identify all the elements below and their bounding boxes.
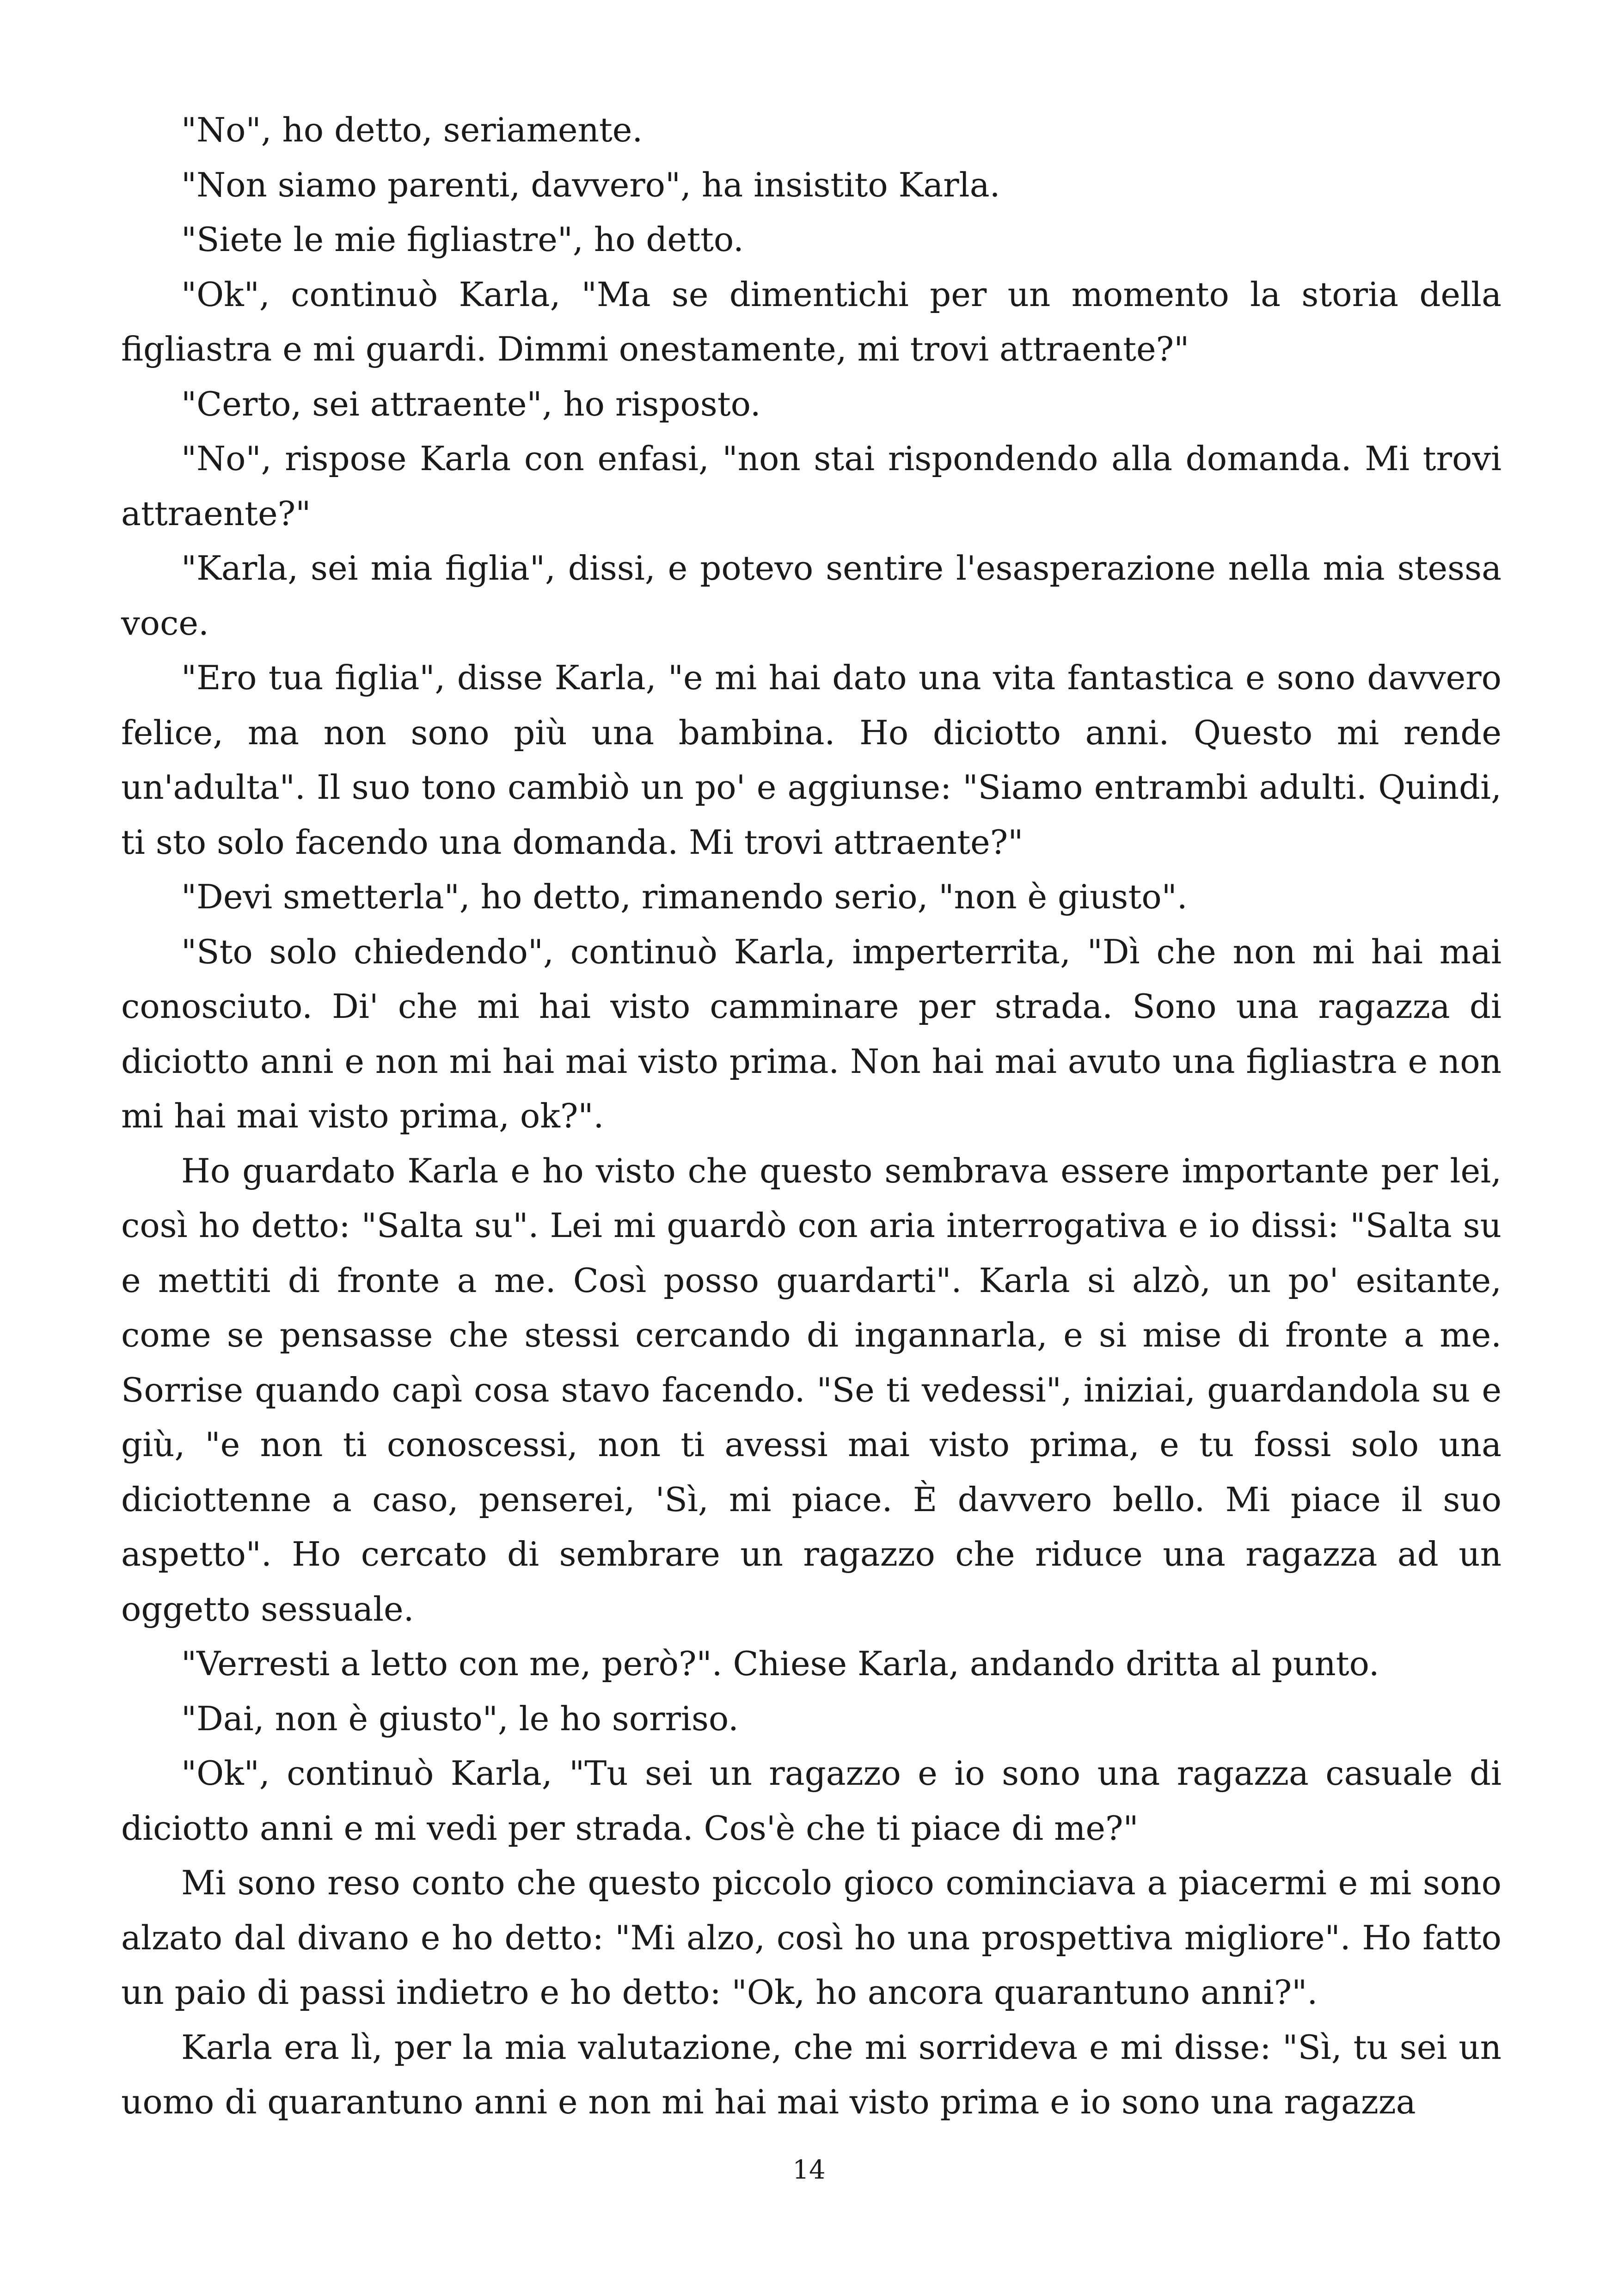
paragraph: Karla era lì, per la mia valutazione, che mi sorrideva e mi disse: "Sì, tu sei un uomo di quarantuno anni e non mi hai mai visto prima e io sono una ragazza [121,2027,1502,2121]
paragraph: "Non siamo parenti, davvero", ha insistito Karla. [181,165,1000,204]
paragraph: "Ok", continuò Karla, "Tu sei un ragazzo e io sono una ragazza casuale di diciotto anni e mi vedi per strada. Cos'è che ti piace di me?" [121,1754,1502,1848]
paragraph: "Ero tua figlia", disse Karla, "e mi hai dato una vita fantastica e sono davvero felice, ma non sono più una bambina. Ho diciotto anni. Questo mi rende un'adulta". Il suo tono cambiò un po' e aggiunse: "Siamo entrambi adulti. Quindi, ti sto solo facendo una domanda. Mi trovi attraente?" [121,658,1502,862]
paragraph: "Karla, sei mia figlia", dissi, e potevo sentire l'esasperazione nella mia stessa voce. [121,549,1502,643]
paragraph: "Certo, sei attraente", ho risposto. [181,384,761,423]
paragraph: "Dai, non è giusto", le ho sorriso. [181,1699,739,1738]
paragraph: "No", rispose Karla con enfasi, "non stai rispondendo alla domanda. Mi trovi attraente?" [121,439,1502,533]
paragraph: "Ok", continuò Karla, "Ma se dimentichi per un momento la storia della figliastra e mi guardi. Dimmi onestamente, mi trovi attraente?" [121,275,1502,368]
paragraph: "Sto solo chiedendo", continuò Karla, imperterrita, "Dì che non mi hai mai conosciuto. Di' che mi hai visto camminare per strada. Sono una ragazza di diciotto anni e non mi hai mai visto prima. Non hai mai avuto una figliastra e non mi hai mai visto prima, ok?". [121,932,1502,1135]
paragraph: "Siete le mie figliastre", ho detto. [181,220,744,259]
page-number: 14 [792,2155,826,2185]
paragraph: Ho guardato Karla e ho visto che questo sembrava essere importante per lei, così ho detto: "Salta su". Lei mi guardò con aria interrogativa e io dissi: "Salta su e mettiti di fronte a me. Così posso guardarti". Karla si alzò, un po' esitante, come se pensasse che stessi cercando di ingannarla, e si mise di fronte a me. Sorrise quando capì cosa stavo facendo. "Se ti vedessi", iniziai, guardandola su e giù, "e non ti conoscessi, non ti avessi mai visto prima, e tu fossi solo una diciottenne a caso, penserei, 'Sì, mi piace. È davvero bello. Mi piace il suo aspetto". Ho cercato di sembrare un ragazzo che riduce una ragazza ad un oggetto sessuale. [121,1151,1502,1629]
body-text [121,103,1502,2130]
paragraph: "Devi smetterla", ho detto, rimanendo serio, "non è giusto". [181,877,1188,916]
paragraph: "Verresti a letto con me, però?". Chiese Karla, andando dritta al punto. [181,1644,1379,1683]
paragraph: "No", ho detto, seriamente. [181,110,643,149]
paragraph: Mi sono reso conto che questo piccolo gioco cominciava a piacermi e mi sono alzato dal divano e ho detto: "Mi alzo, così ho una prospettiva migliore". Ho fatto un paio di passi indietro e ho detto: "Ok, ho ancora quarantuno anni?". [121,1863,1502,2012]
